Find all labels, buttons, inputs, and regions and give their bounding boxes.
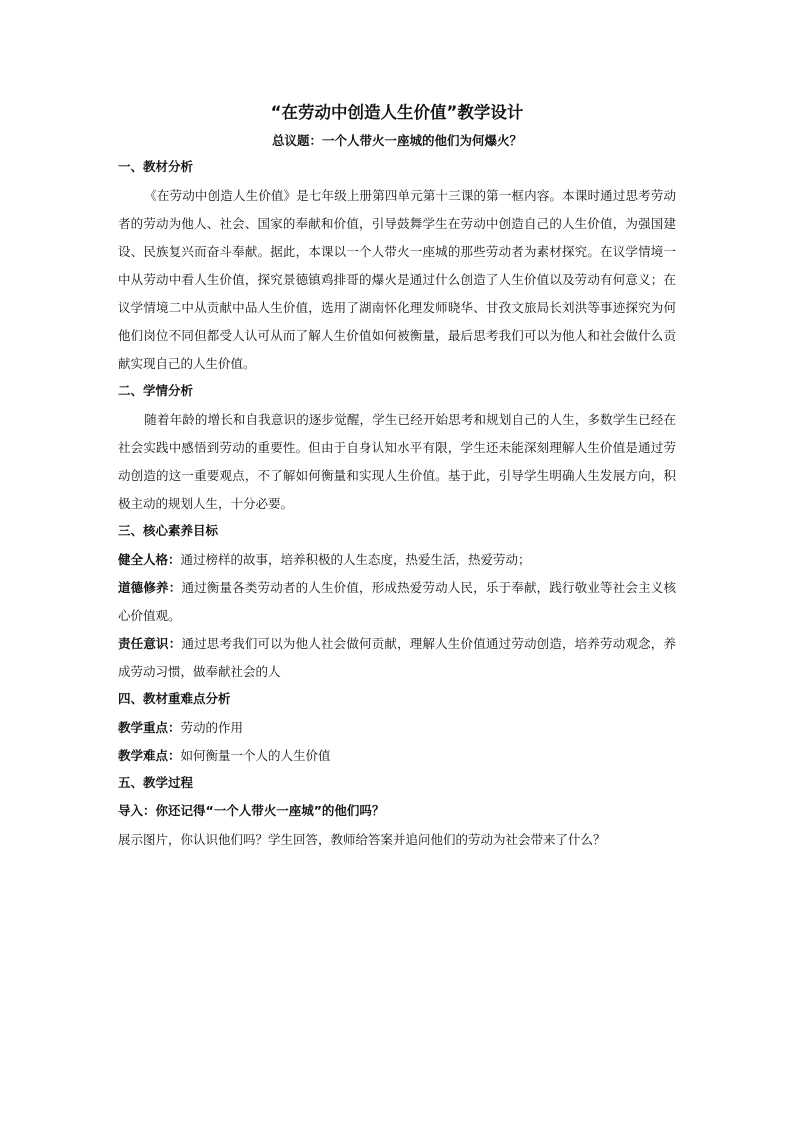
goal-label: 健全人格： [118,552,181,567]
section-heading-teaching-process: 五、教学过程 [118,775,194,790]
key-point-label: 教学重点： [118,720,181,735]
goal-text: 通过衡量各类劳动者的人生价值，形成热爱劳动人民，乐于奉献，践行敬业等社会主义核心价值观。 [118,580,676,623]
intro-heading: 导入：你还记得“一个人带火一座城”的他们吗？ [118,803,385,818]
goal-label: 责任意识： [118,636,182,651]
document-title: “在劳动中创造人生价值”教学设计 [270,103,524,122]
intro-paragraph: 展示图片，你认识他们吗？学生回答，教师给答案并追问他们的劳动为社会带来了什么？ [118,832,606,847]
difficult-point-text: 如何衡量一个人的人生价值 [180,748,331,763]
goal-item-personality [118,546,676,574]
key-point-item [118,714,676,742]
section-heading-textbook-analysis: 一、教材分析 [118,159,194,174]
difficult-point-item [118,742,676,770]
section-heading-core-literacy-goals: 三、核心素养目标 [118,523,219,538]
section-heading-student-analysis: 二、学情分析 [118,383,194,398]
goal-text: 通过榜样的故事，培养积极的人生态度，热爱生活，热爱劳动； [180,552,531,567]
student-analysis-paragraph: 随着年龄的增长和自我意识的逐步觉醒，学生已经开始思考和规划自己的人生，多数学生已经在社会实践中感悟到劳动的重要性。但由于自身认知水平有限，学生还未能深刻理解人生价值是通过劳动创造的这一重要观点，不了解如何衡量和实现人生价值。基于此，引导学生明确人生发展方向，积极主动的规划人生，十分必要。 [118,412,676,511]
section-heading-key-difficult-points: 四、教材重难点分析 [118,691,231,706]
goal-text: 通过思考我们可以为他人社会做何贡献，理解人生价值通过劳动创造，培养劳动观念，养成劳动习惯，做奉献社会的人 [118,636,676,679]
goal-item-responsibility [118,630,676,686]
goal-item-morality [118,574,676,630]
goal-label: 道德修养： [118,580,182,595]
textbook-analysis-paragraph: 《在劳动中创造人生价值》是七年级上册第四单元第十三课的第一框内容。本课时通过思考劳动者的劳动为他人、社会、国家的奉献和价值，引导鼓舞学生在劳动中创造自己的人生价值，为强国建设、民族复兴而奋斗奉献。据此，本课以一个人带火一座城的那些劳动者为素材探究。在议学情境一中从劳动中看人生价值，探究景德镇鸡排哥的爆火是通过什么创造了人生价值以及劳动有何意义；在议学情境二中从贡献中品人生价值，选用了湖南怀化理发师晓华、甘孜文旅局长刘洪等事迹探究为何他们岗位不同但都受人认可从而了解人生价值如何被衡量，最后思考我们可以为他人和社会做什么贡献实现自己的人生价值。 [118,188,676,371]
key-point-text: 劳动的作用 [180,720,244,735]
document-subtitle: 总议题：一个人带火一座城的他们为何爆火？ [271,133,522,148]
difficult-point-label: 教学难点： [118,748,181,763]
